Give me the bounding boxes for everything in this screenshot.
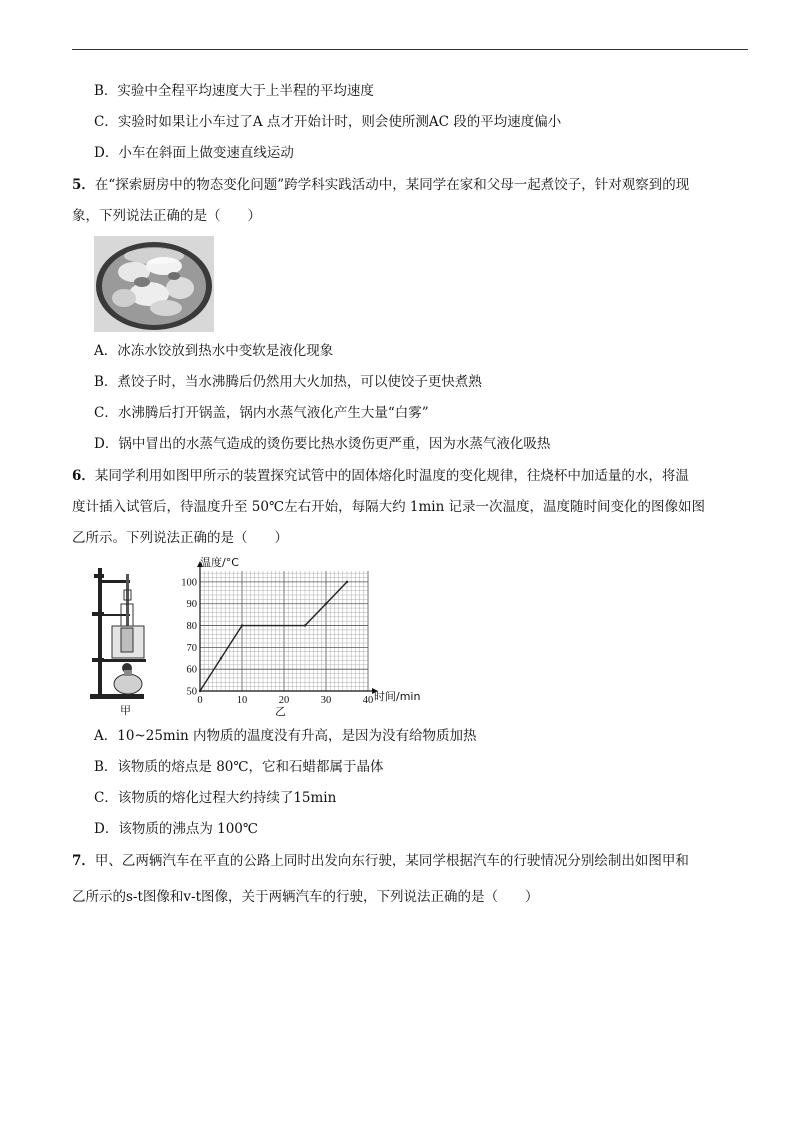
series-point	[220, 657, 222, 659]
q6-stem-line2: 度计插入试管后，待温度升至 50℃左右开始，每隔大约 1min 记录一次温度，温度随时间变化的图像如图	[72, 499, 706, 515]
x-tick-label: 0	[197, 695, 203, 706]
y-tick-label: 90	[186, 599, 197, 611]
q5-option-a: A．冰冻水饺放到热水中变软是液化现象	[94, 343, 334, 359]
q6-option-d: D．该物质的沸点为 100℃	[94, 821, 258, 837]
x-axis-label: 时间/min	[374, 690, 421, 703]
q6-option-a: A．10~25min 内物质的温度没有升高，是因为没有给物质加热	[94, 728, 477, 744]
prev-option-d: D．小车在斜面上做变速直线运动	[94, 145, 294, 161]
heating-apparatus-figure	[88, 566, 148, 716]
q5-option-b: B．煮饺子时，当水沸腾后仍然用大火加热，可以使饺子更快煮熟	[94, 374, 482, 390]
series-line	[200, 582, 347, 691]
q5-stem-line1	[72, 176, 689, 194]
q6-stem-line1	[72, 467, 689, 485]
y-tick-label: 70	[186, 642, 197, 654]
x-tick-label: 20	[278, 695, 290, 706]
q5-option-c: C．水沸腾后打开锅盖，锅内水蒸气液化产生大量“白雾”	[94, 405, 429, 421]
q6-number: 6．	[72, 468, 95, 484]
y-tick-label: 50	[186, 686, 197, 698]
dumplings-photo	[94, 236, 214, 332]
series-point	[199, 690, 201, 692]
q7-number: 7．	[72, 853, 95, 869]
y-tick-label: 100	[181, 577, 197, 589]
series-point	[304, 624, 306, 626]
series-point	[241, 624, 243, 626]
prev-option-b: B．实验中全程平均速度大于上半程的平均速度	[94, 83, 374, 99]
chart-axes	[197, 561, 378, 694]
q5-option-d: D．锅中冒出的水蒸气造成的烫伤要比热水烫伤更严重，因为水蒸气液化吸热	[94, 436, 551, 452]
q5-number: 5．	[72, 177, 95, 193]
y-axis-label: 温度/°C	[200, 556, 239, 569]
q5-stem-line2: 象，下列说法正确的是（ ）	[72, 208, 261, 224]
temperature-time-chart	[178, 553, 428, 733]
q5-stem-text: 在“探索厨房中的物态变化问题”跨学科实践活动中，某同学在家和父母一起煮饺子，针对观察到的现	[94, 177, 690, 193]
chart-grid	[200, 571, 368, 691]
series-point	[346, 581, 348, 583]
x-tick-label: 30	[320, 695, 332, 706]
y-tick-label: 80	[186, 621, 197, 633]
q7-stem-line2: 乙所示的s-t图像和v-t图像，关于两辆汽车的行驶，下列说法正确的是（ ）	[72, 889, 539, 905]
q6-stem-line3: 乙所示。下列说法正确的是（ ）	[72, 530, 288, 546]
q7-stem-text: 甲、乙两辆汽车在平直的公路上同时出发向东行驶，某同学根据汽车的行驶情况分别绘制出如图甲和	[94, 853, 689, 869]
y-tick-label: 60	[186, 664, 197, 676]
q7-stem-line1	[72, 852, 689, 870]
x-tick-label: 10	[236, 695, 248, 706]
x-tick-label: 40	[362, 695, 374, 706]
figure-a-label: 甲	[120, 704, 131, 716]
series-point	[325, 603, 327, 605]
q6-option-b: B．该物质的熔点是 80℃，它和石蜡都属于晶体	[94, 759, 384, 775]
q6-stem-text: 某同学利用如图甲所示的装置探究试管中的固体熔化时温度的变化规律，往烧杯中加适量的水，将温	[94, 468, 689, 484]
header-rule	[72, 49, 748, 50]
chart-caption: 乙	[275, 705, 286, 718]
prev-option-c: C．实验时如果让小车过了A 点才开始计时，则会使所测AC 段的平均速度偏小	[94, 114, 562, 130]
q6-option-c: C．该物质的熔化过程大约持续了15min	[94, 790, 337, 806]
